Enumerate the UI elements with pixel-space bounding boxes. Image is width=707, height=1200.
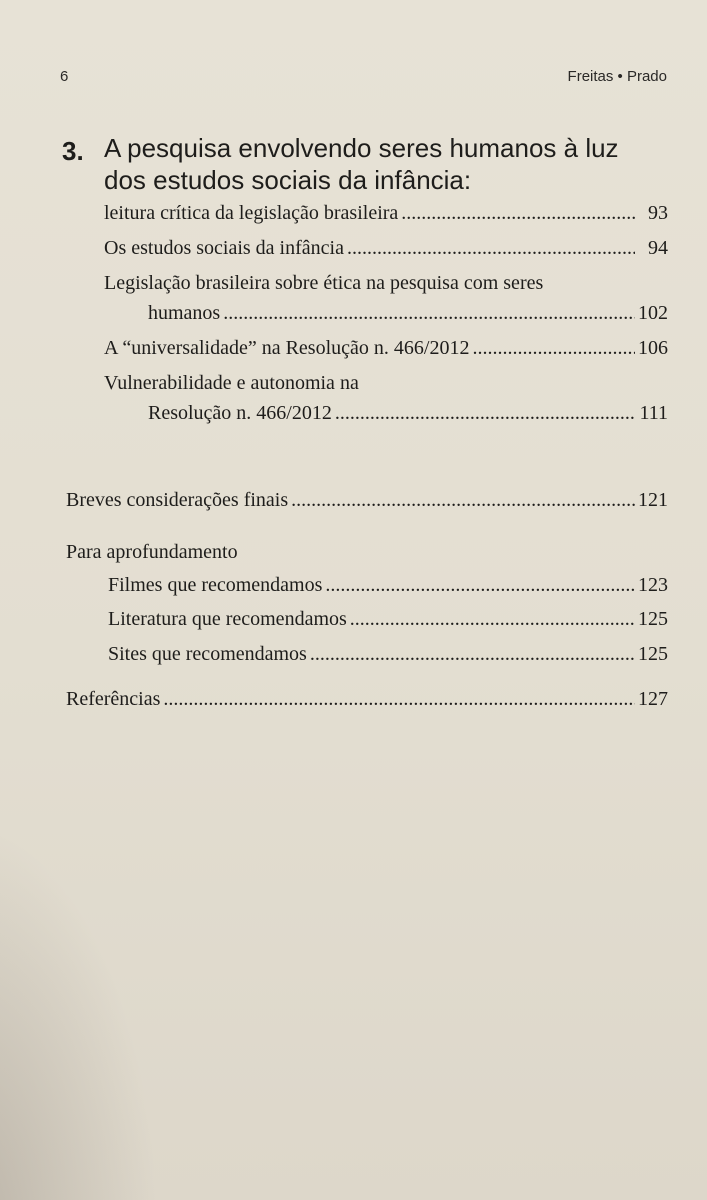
chapter-title-line-1: A pesquisa envolvendo seres humanos à luz bbox=[104, 133, 619, 163]
leader-dots bbox=[310, 641, 635, 667]
leader-dots bbox=[347, 235, 635, 261]
toc-entry-page: 123 bbox=[638, 574, 668, 596]
toc-entry-page: 125 bbox=[638, 643, 668, 665]
leader-dots bbox=[163, 686, 635, 712]
toc-entry bbox=[104, 270, 668, 326]
toc-entry bbox=[108, 641, 668, 667]
leader-dots bbox=[401, 200, 635, 226]
toc-references bbox=[66, 686, 668, 712]
chapter-number: 3. bbox=[62, 136, 84, 166]
toc-entry-label: humanos bbox=[148, 302, 221, 324]
leader-dots bbox=[223, 300, 635, 326]
toc-section-heading: Para aprofundamento bbox=[66, 541, 238, 563]
leader-dots bbox=[325, 572, 635, 598]
toc-entry-label: Os estudos sociais da infância bbox=[104, 237, 344, 259]
toc-entry bbox=[108, 572, 668, 598]
toc-entry-page: 93 bbox=[648, 202, 668, 224]
toc-entry-label-line-1: Vulnerabilidade e autonomia na bbox=[104, 372, 359, 394]
page-shadow bbox=[0, 820, 160, 1200]
toc-entry-label: Literatura que recomendamos bbox=[108, 608, 347, 630]
toc-final-remarks bbox=[66, 487, 668, 513]
toc-entry bbox=[104, 200, 668, 226]
toc-entry-page: 125 bbox=[638, 608, 668, 630]
toc-entry-label: Referências bbox=[66, 688, 161, 710]
leader-dots bbox=[472, 335, 635, 361]
chapter-title-line-2: dos estudos sociais da infância: bbox=[104, 165, 472, 195]
toc-entry-label: Breves considerações finais bbox=[66, 489, 289, 511]
leader-dots bbox=[291, 487, 635, 513]
leader-dots bbox=[350, 606, 635, 632]
toc-entry-page: 106 bbox=[638, 337, 668, 359]
toc-entry bbox=[104, 370, 668, 426]
toc-entry bbox=[104, 335, 668, 361]
leader-dots bbox=[335, 400, 635, 426]
chapter-title bbox=[104, 132, 644, 196]
toc-entry-page: 127 bbox=[638, 688, 668, 710]
toc-entry bbox=[108, 606, 668, 632]
page-number: 6 bbox=[60, 68, 69, 85]
toc-entry-page: 121 bbox=[638, 489, 668, 511]
toc-entry-label: Filmes que recomendamos bbox=[108, 574, 323, 596]
toc-entry-label-line-1: Legislação brasileira sobre ética na pesquisa com seres bbox=[104, 272, 544, 294]
toc-further-heading bbox=[66, 539, 668, 565]
toc-entry-label: Resolução n. 466/2012 bbox=[148, 402, 332, 424]
running-head: Freitas • Prado bbox=[567, 68, 667, 85]
page-header bbox=[0, 68, 707, 92]
toc-entry-label: A “universalidade” na Resolução n. 466/2012 bbox=[104, 337, 470, 359]
toc-entry-label: Sites que recomendamos bbox=[108, 643, 307, 665]
toc-entry-page: 94 bbox=[648, 237, 668, 259]
toc-entry-page: 102 bbox=[638, 302, 668, 324]
toc-entry-label: leitura crítica da legislação brasileira bbox=[104, 202, 399, 224]
toc-entry bbox=[104, 235, 668, 261]
toc-entry-page: 111 bbox=[639, 402, 668, 424]
